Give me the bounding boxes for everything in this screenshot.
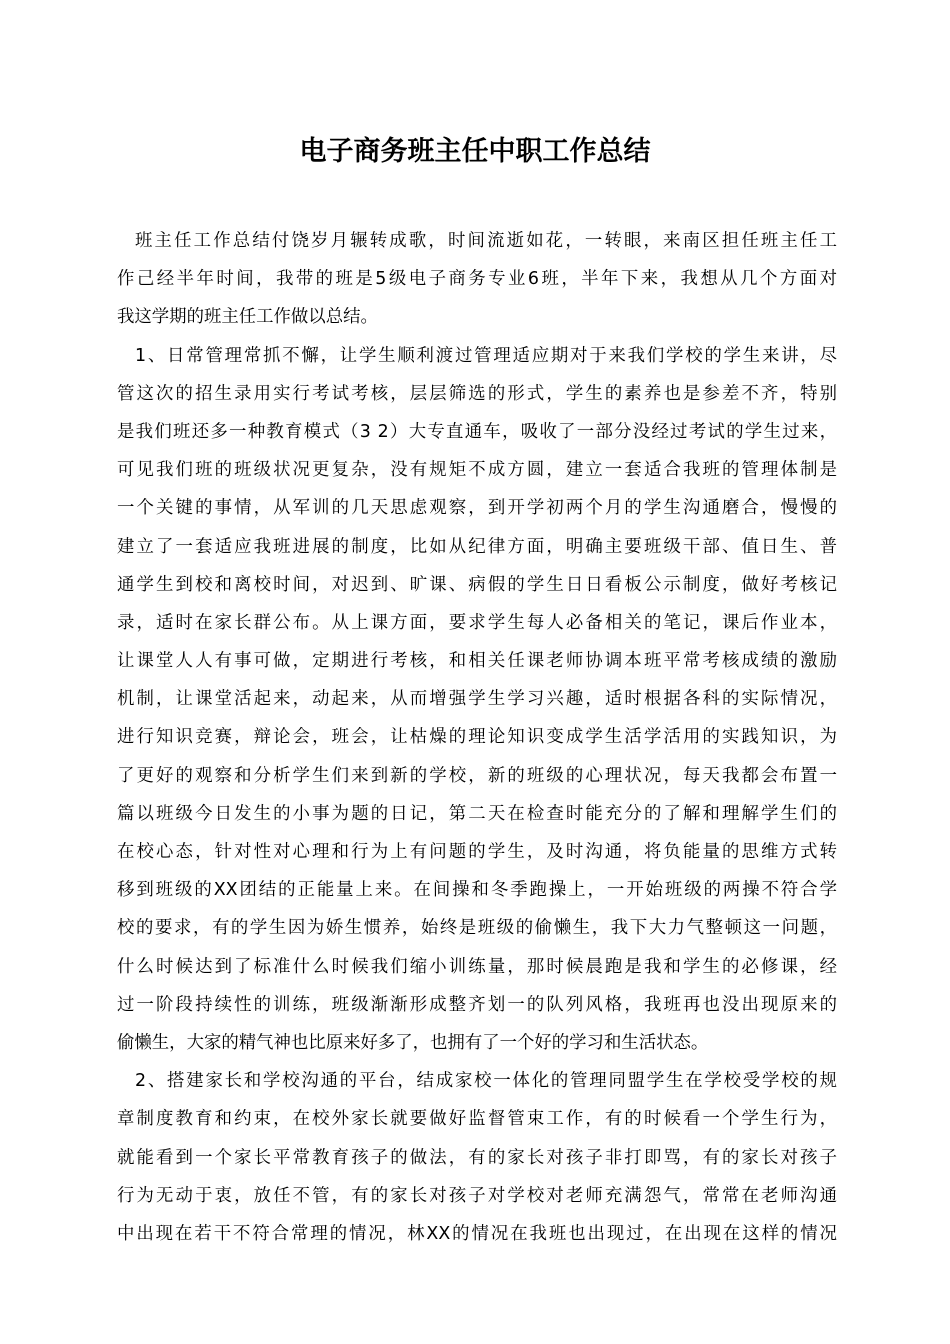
body-line: 就能看到一个家长平常教育孩子的做法，有的家长对孩子非打即骂，有的家长对孩子 (117, 1147, 837, 1168)
body-line: 是我们班还多一种教育模式（3 2）大专直通车，吸收了一部分没经过考试的学生过来， (117, 421, 837, 442)
body-line: 班主任工作总结付饶岁月辗转成歌，时间流逝如花，一转眼，来南区担任班主任工 (135, 231, 837, 251)
body-line: 管这次的招生录用实行考试考核，层层筛选的形式，学生的素养也是参差不齐，特别 (117, 383, 837, 404)
body-line: 可见我们班的班级状况更复杂，没有规矩不成方圆，建立一套适合我班的管理体制是 (117, 460, 837, 481)
body-line: 一个关键的事情，从军训的几天思虑观察，到开学初两个月的学生沟通磨合，慢慢的 (117, 498, 837, 519)
body-line: 章制度教育和约束，在校外家长就要做好监督管束工作，有的时候看一个学生行为， (117, 1109, 837, 1130)
body-line: 1、日常管理常抓不懈，让学生顺利渡过管理适应期对于来我们学校的学生来讲，尽 (135, 345, 837, 366)
body-line: 录，适时在家长群公布。从上课方面，要求学生每人必备相关的笔记，课后作业本， (117, 612, 837, 633)
document-title: 电子商务班主任中职工作总结 (299, 136, 651, 167)
body-line: 我这学期的班主任工作做以总结。 (117, 307, 378, 328)
body-line: 在校心态，针对性对心理和行为上有问题的学生，及时沟通，将负能量的思维方式转 (117, 842, 837, 862)
body-line: 机制，让课堂活起来，动起来，从而增强学生学习兴趣，适时根据各科的实际情况， (117, 689, 837, 710)
document-body (117, 222, 837, 1253)
body-line: 校的要求，有的学生因为娇生惯养，始终是班级的偷懒生，我下大力气整顿这一问题， (117, 918, 837, 939)
body-line: 中出现在若干不符合常理的情况，林XX的情况在我班也出现过，在出现在这样的情况 (117, 1223, 837, 1244)
body-line: 了更好的观察和分析学生们来到新的学校，新的班级的心理状况，每天我都会布置一 (117, 765, 837, 786)
body-line: 进行知识竞赛，辩论会，班会，让枯燥的理论知识变成学生活学活用的实践知识，为 (117, 727, 837, 748)
body-line: 移到班级的XX团结的正能量上来。在间操和冬季跑操上，一开始班级的两操不符合学 (117, 880, 837, 901)
body-line: 让课堂人人有事可做，定期进行考核，和相关任课老师协调本班平常考核成绩的激励 (117, 651, 837, 672)
body-line: 过一阶段持续性的训练，班级渐渐形成整齐划一的队列风格，我班再也没出现原来的 (117, 994, 837, 1015)
body-line: 2、搭建家长和学校沟通的平台，结成家校一体化的管理同盟学生在学校受学校的规 (135, 1071, 837, 1092)
body-line: 通学生到校和离校时间，对迟到、旷课、病假的学生日日看板公示制度，做好考核记 (117, 574, 837, 595)
body-line: 篇以班级今日发生的小事为题的日记，第二天在检查时能充分的了解和理解学生们的 (117, 803, 837, 824)
body-line: 行为无动于衷，放任不管，有的家长对孩子对学校对老师充满怨气，常常在老师沟通 (117, 1185, 837, 1206)
body-line: 偷懒生，大家的精气神也比原来好多了，也拥有了一个好的学习和生活状态。 (117, 1032, 709, 1053)
body-line: 作己经半年时间，我带的班是5级电子商务专业6班，半年下来，我想从几个方面对 (117, 269, 837, 290)
body-line: 建立了一套适应我班进展的制度，比如从纪律方面，明确主要班级干部、值日生、普 (117, 536, 837, 557)
body-line: 什么时候达到了标准什么时候我们缩小训练量，那时候晨跑是我和学生的必修课，经 (117, 956, 837, 977)
